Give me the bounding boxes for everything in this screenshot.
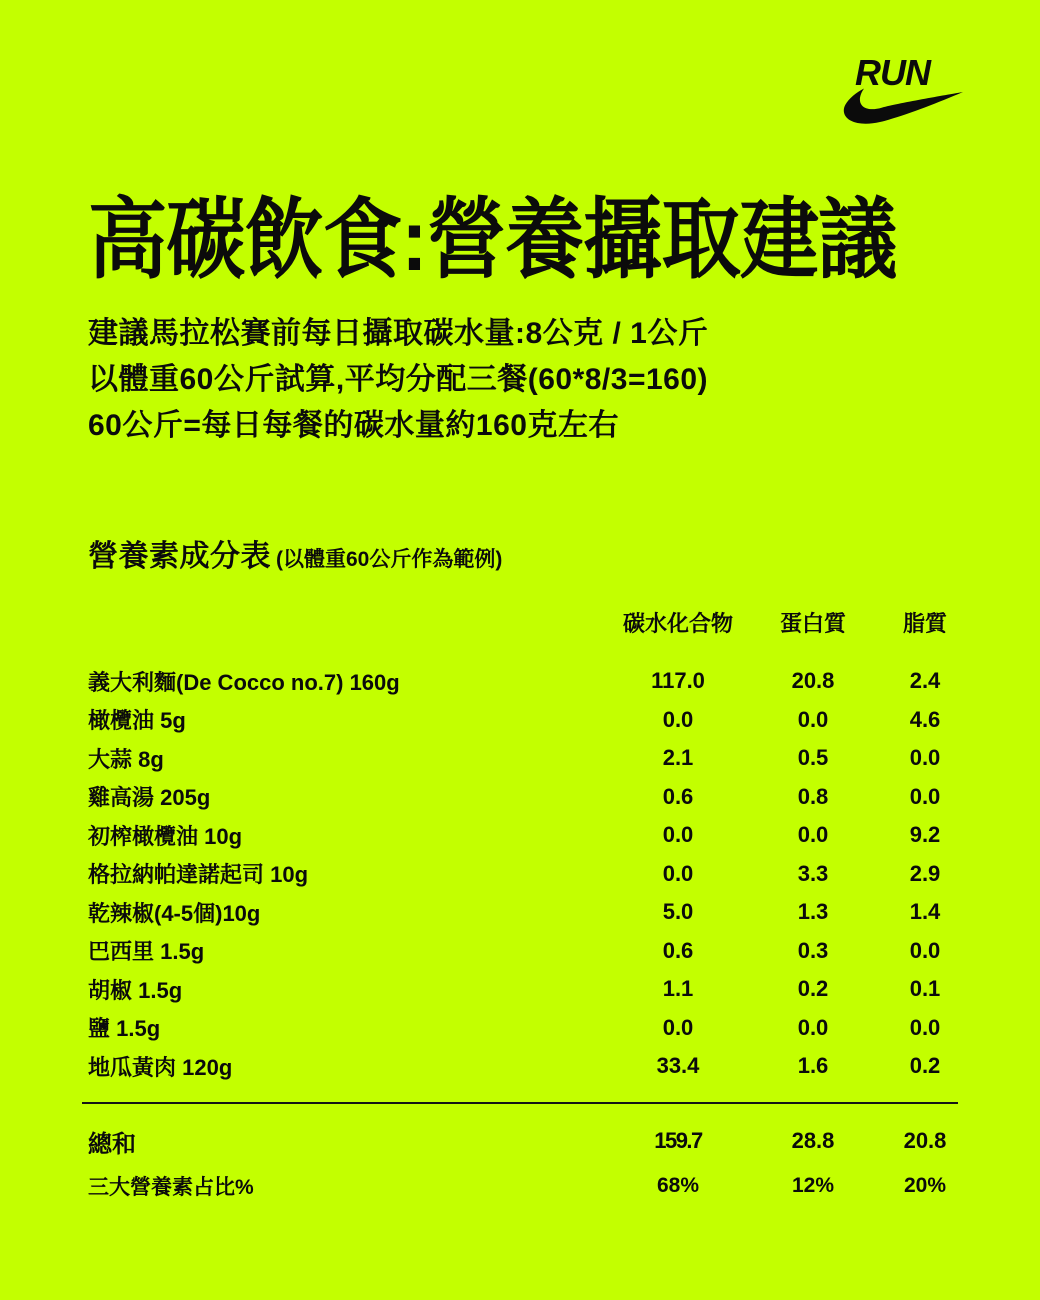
fat-value: 0.0 [909,937,941,963]
carb-value: 2.1 [662,745,694,771]
table-row [88,816,992,855]
protein-value: 0.0 [797,822,829,848]
nike-run-logo-svg [834,52,966,130]
carb-value: 0.0 [662,860,694,886]
nike-swoosh-icon [844,89,963,124]
total-label: 總和 [88,1130,136,1158]
food-label: 大蒜 8g [88,746,164,772]
fat-value: 0.0 [909,1014,941,1040]
protein-value: 1.3 [797,899,829,925]
intro-text [88,311,708,449]
fat-value: 4.6 [909,706,941,732]
carb-value: 5.0 [662,899,694,925]
table-row [88,855,992,894]
fat-value: 2.4 [909,668,941,694]
table-row [88,739,992,778]
food-label: 橄欖油 5g [88,708,186,734]
intro-line-2: 以體重60公斤試算,平均分配三餐(60*8/3=160) [88,363,709,396]
table-section-title: 營養素成分表 [88,540,271,573]
fat-value: 9.2 [909,822,941,848]
intro-line-1: 建議馬拉松賽前每日攝取碳水量:8公克 / 1公斤 [88,317,709,350]
ratio-fat-value: 20% [903,1174,947,1197]
table-body [88,662,992,1086]
protein-value: 1.6 [797,1053,829,1079]
fat-value: 2.9 [909,860,941,886]
carb-value: 0.0 [662,822,694,848]
food-label: 胡椒 1.5g [88,977,183,1003]
table-header-row [88,602,992,642]
food-label: 雞高湯 205g [88,785,211,811]
fat-value: 0.1 [909,976,941,1002]
fat-value: 0.0 [909,783,941,809]
total-carb-value: 159.7 [654,1128,702,1153]
food-label: 地瓜黃肉 120g [88,1054,233,1080]
header-protein: 蛋白質 [779,610,846,636]
run-logo-text: RUN [855,52,930,93]
ratio-protein-value: 12% [791,1174,835,1197]
carb-value: 33.4 [656,1053,700,1079]
table-row [88,932,992,971]
fat-value: 0.0 [909,745,941,771]
total-fat-value: 20.8 [903,1128,947,1153]
table-section-note: (以體重60公斤作為範例) [276,548,503,571]
carb-value: 1.1 [662,976,694,1002]
protein-value: 0.8 [797,783,829,809]
protein-value: 0.5 [797,745,829,771]
protein-value: 0.0 [797,706,829,732]
table-row [88,1047,992,1086]
food-label: 巴西里 1.5g [88,939,205,965]
table-row [88,662,992,701]
fat-value: 1.4 [909,899,941,925]
food-label: 義大利麵(De Cocco no.7) 160g [88,669,400,695]
table-total-row [88,1114,992,1168]
table-row [88,893,992,932]
food-label: 格拉納帕達諾起司 10g [88,862,309,888]
table-row [88,970,992,1009]
carb-value: 0.0 [662,706,694,732]
carb-value: 0.6 [662,937,694,963]
protein-value: 0.2 [797,976,829,1002]
fat-value: 0.2 [909,1053,941,1079]
ratio-carb-value: 68% [656,1174,700,1197]
macro-ratio-row [88,1170,992,1202]
total-protein-value: 28.8 [791,1128,835,1153]
protein-value: 0.3 [797,937,829,963]
food-label: 鹽 1.5g [88,1016,161,1042]
ratio-label: 三大營養素占比% [88,1176,254,1199]
food-label: 乾辣椒(4-5個)10g [88,900,261,926]
protein-value: 0.0 [797,1014,829,1040]
protein-value: 3.3 [797,860,829,886]
carb-value: 117.0 [651,668,705,694]
page-title: 高碳飲食:營養攝取建議 [88,190,897,289]
carb-value: 0.6 [662,783,694,809]
nike-run-logo [834,52,966,130]
table-row [88,778,992,817]
carb-value: 0.0 [662,1014,694,1040]
intro-line-3: 60公斤=每日每餐的碳水量約160克左右 [88,409,619,442]
table-row [88,1009,992,1048]
protein-value: 20.8 [791,668,835,694]
header-carb: 碳水化合物 [622,610,733,636]
table-total-divider [82,1102,958,1104]
header-fat: 脂質 [902,610,947,636]
table-section-heading [88,531,502,575]
food-label: 初榨橄欖油 10g [88,823,243,849]
table-row [88,701,992,740]
